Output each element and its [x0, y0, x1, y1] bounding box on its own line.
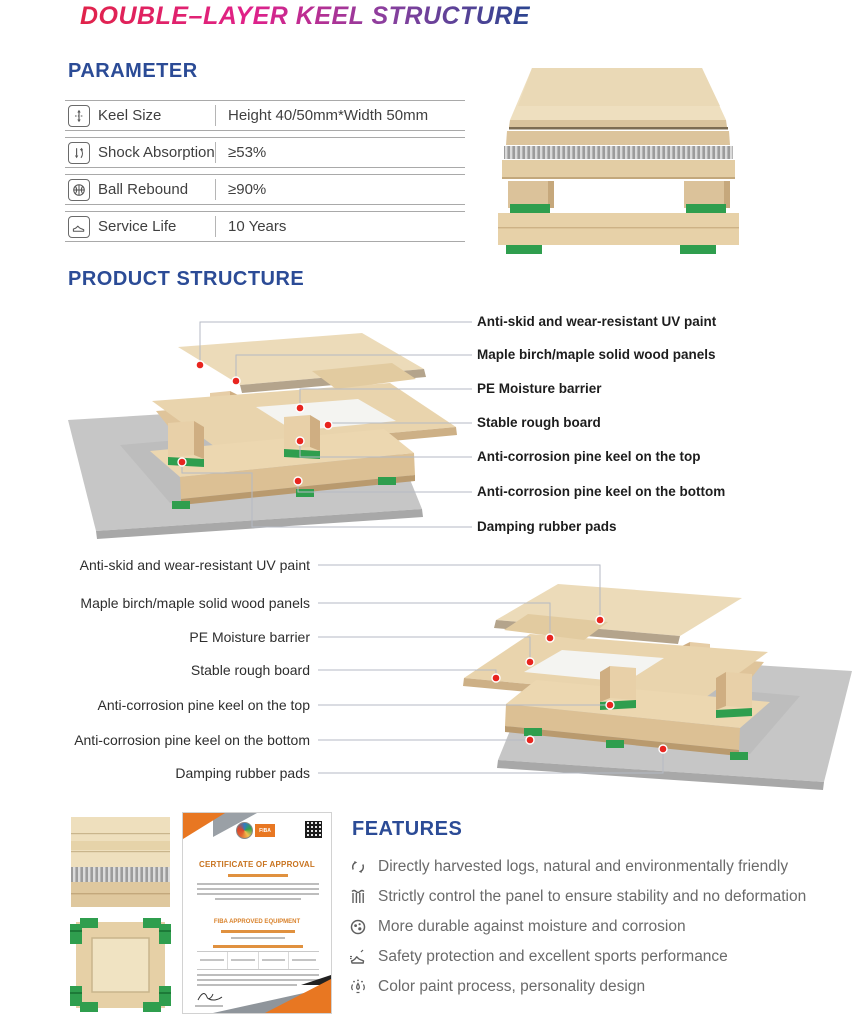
layer-label-uv-paint: Anti-skid and wear-resistant UV paint	[477, 314, 717, 329]
param-value: ≥53%	[228, 144, 267, 161]
param-label: Shock Absorption	[98, 144, 215, 161]
floor-cross-section-photo	[68, 815, 173, 910]
footer-band-orange	[265, 979, 331, 1013]
layer-label-keel-bottom: Anti-corrosion pine keel on the bottom	[477, 484, 726, 499]
corner-band-orange	[183, 813, 225, 839]
layer-label-uv-paint: Anti-skid and wear-resistant UV paint	[79, 557, 310, 573]
keel-frame-photo	[68, 916, 173, 1014]
layer-label-wood-panels: Maple birch/maple solid wood panels	[80, 595, 310, 611]
list-item	[348, 852, 838, 882]
layer-label-rough-board: Stable rough board	[477, 415, 601, 430]
feature-text: Color paint process, personality design	[378, 978, 646, 995]
parameter-table	[65, 100, 465, 248]
param-label: Ball Rebound	[98, 181, 189, 198]
page-title: DOUBLE–LAYER KEEL STRUCTURE	[80, 2, 531, 30]
text-line	[197, 888, 319, 890]
table-row	[65, 211, 465, 242]
layer-label-rough-board: Stable rough board	[190, 662, 310, 678]
qr-code-icon	[305, 821, 322, 838]
shoe-icon	[68, 216, 90, 238]
param-label: Service Life	[98, 218, 177, 235]
layer-label-rubber-pads: Damping rubber pads	[175, 765, 310, 781]
text-line	[215, 898, 301, 900]
param-value: ≥90%	[228, 181, 267, 198]
layer-label-keel-top: Anti-corrosion pine keel on the top	[477, 449, 701, 464]
text-line	[231, 937, 285, 939]
list-item	[348, 912, 838, 942]
features-heading: FEATURES	[352, 818, 463, 840]
keel-sample-photo	[480, 60, 810, 255]
column-divider	[215, 142, 216, 163]
certificate-subtitle: FIBA APPROVED EQUIPMENT	[213, 919, 301, 925]
fiba-certificate	[182, 812, 332, 1014]
basketball-icon	[68, 179, 90, 201]
features-list	[348, 852, 838, 1002]
category-line	[221, 930, 295, 933]
fiba-wordmark: FIBA	[255, 824, 275, 837]
paint-icon	[348, 978, 368, 996]
list-item	[348, 972, 838, 1002]
layer-label-wood-panels: Maple birch/maple solid wood panels	[477, 347, 716, 362]
structure-diagram-top	[60, 305, 805, 545]
param-value: Height 40/50mm*Width 50mm	[228, 107, 429, 124]
recycle-icon	[348, 858, 368, 876]
valid-until-line	[228, 874, 288, 877]
approval-table	[197, 951, 319, 970]
structure-heading: PRODUCT STRUCTURE	[68, 268, 305, 290]
column-divider	[215, 105, 216, 126]
feature-text: Strictly control the panel to ensure stability and no deformation	[378, 888, 807, 905]
layer-label-keel-bottom: Anti-corrosion pine keel on the bottom	[74, 732, 310, 748]
column-divider	[215, 216, 216, 237]
moisture-ball-icon	[348, 918, 368, 936]
text-line	[197, 893, 319, 895]
feature-text: Safety protection and excellent sports performance	[378, 948, 728, 965]
layer-label-keel-top: Anti-corrosion pine keel on the top	[97, 697, 310, 713]
certificate-title: CERTIFICATE OF APPROVAL	[198, 860, 315, 869]
height-measure-icon	[68, 105, 90, 127]
column-divider	[215, 179, 216, 200]
shock-absorption-icon	[68, 142, 90, 164]
param-value: 10 Years	[228, 218, 287, 235]
layer-label-pe-barrier: PE Moisture barrier	[189, 629, 310, 645]
sports-shoe-icon	[348, 948, 368, 966]
feature-text: Directly harvested logs, natural and environmentally friendly	[378, 858, 789, 875]
table-row	[65, 100, 465, 131]
company-line	[213, 945, 303, 948]
layer-label-rubber-pads: Damping rubber pads	[477, 519, 617, 534]
structure-diagram-bottom	[60, 550, 860, 800]
layer-label-pe-barrier: PE Moisture barrier	[477, 381, 602, 396]
parameter-heading: PARAMETER	[68, 60, 198, 82]
globe-icon	[236, 822, 253, 839]
fiba-logo	[236, 822, 275, 839]
table-row	[65, 137, 465, 168]
panel-control-icon	[348, 888, 368, 906]
keel-structure-illustration	[60, 305, 805, 545]
param-label: Keel Size	[98, 107, 162, 124]
list-item	[348, 882, 838, 912]
table-row	[65, 174, 465, 205]
text-line	[197, 883, 319, 885]
feature-text: More durable against moisture and corrosion	[378, 918, 686, 935]
list-item	[348, 942, 838, 972]
